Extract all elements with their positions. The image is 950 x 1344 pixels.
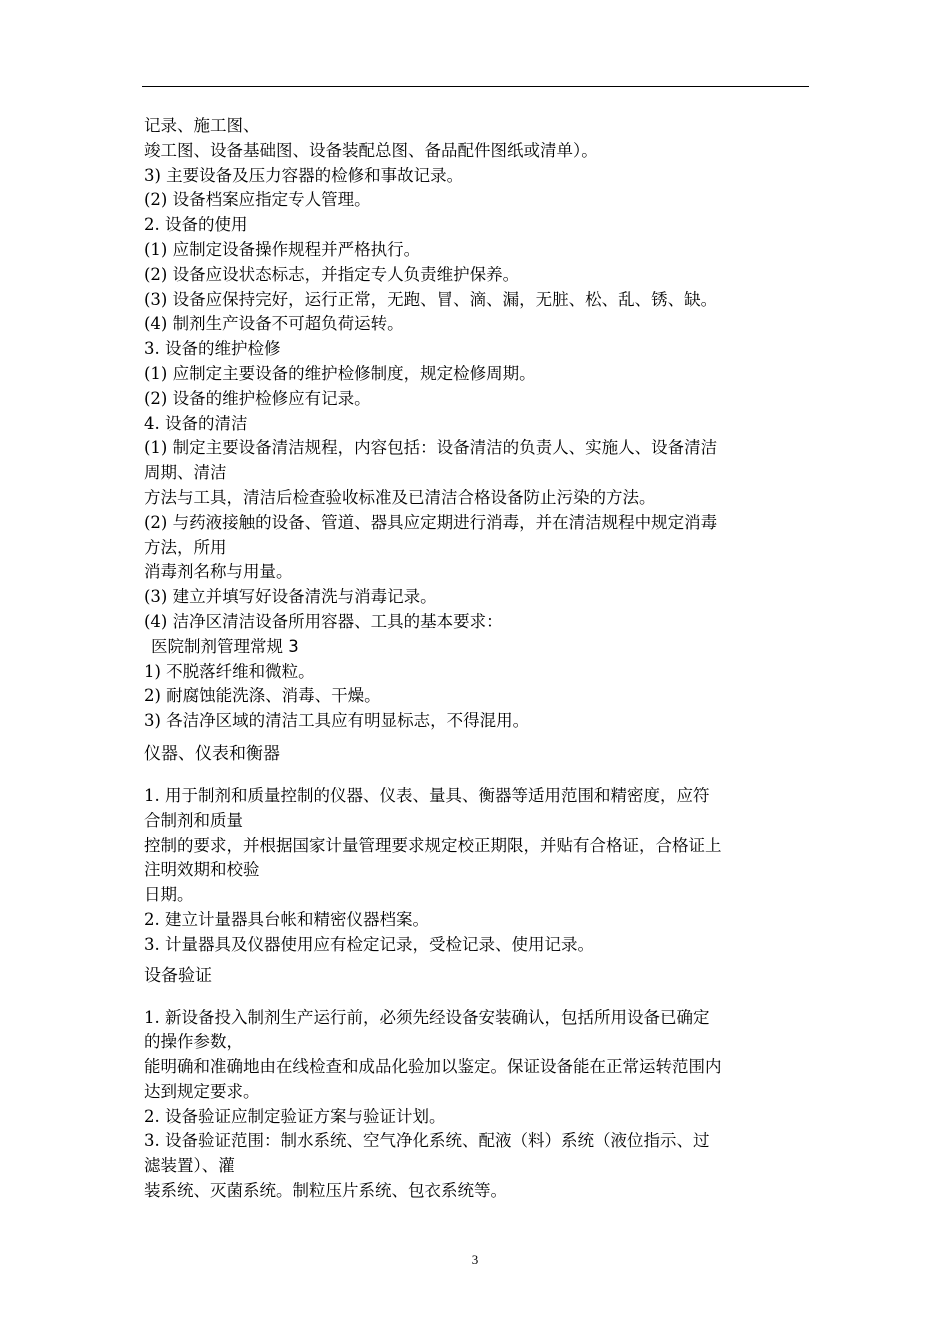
text-line: (4) 洁净区清洁设备所用容器、工具的基本要求： <box>144 611 503 631</box>
text-line: 方法与工具，清洁后检查验收标准及已清洁合格设备防止污染的方法。 <box>144 487 656 507</box>
section-heading-instruments: 仪器、仪表和衡器 <box>144 743 280 764</box>
text-line: 3. 设备验证范围：制水系统、空气净化系统、配液（料）系统（液位指示、过 <box>144 1131 710 1151</box>
running-header: 医院制剂管理常规 3 <box>151 636 299 656</box>
text-line: (2) 设备应设状态标志，并指定专人负责维护保养。 <box>144 264 520 284</box>
text-line: 2. 设备的使用 <box>144 215 248 235</box>
text-line: 2) 耐腐蚀能洗涤、消毒、干燥。 <box>144 686 381 706</box>
section-heading-validation: 设备验证 <box>144 965 212 986</box>
page-body <box>144 114 812 1204</box>
text-line: (1) 应制定主要设备的维护检修制度，规定检修周期。 <box>144 363 536 383</box>
text-line: 日期。 <box>144 885 194 905</box>
page-number: 3 <box>471 1252 479 1267</box>
text-block-cleaning-requirements <box>144 660 812 734</box>
text-line: 1. 新设备投入制剂生产运行前，必须先经设备安装确认，包括所用设备已确定 <box>144 1007 710 1027</box>
text-line: 注明效期和校验 <box>144 860 260 880</box>
text-block-instruments <box>144 784 812 958</box>
text-line: (2) 设备的维护检修应有记录。 <box>144 388 371 408</box>
text-line: (1) 制定主要设备清洁规程，内容包括：设备清洁的负责人、实施人、设备清洁 <box>144 438 718 458</box>
text-line: 3. 设备的维护检修 <box>144 339 281 359</box>
text-line: 周期、清洁 <box>144 463 227 483</box>
text-line: 的操作参数， <box>144 1032 243 1052</box>
text-line: 3. 计量器具及仪器使用应有检定记录，受检记录、使用记录。 <box>144 934 594 954</box>
text-line: 合制剂和质量 <box>144 810 243 830</box>
text-line: 达到规定要求。 <box>144 1081 260 1101</box>
text-line: 能明确和准确地由在线检查和成品化验加以鉴定。保证设备能在正常运转范围内 <box>144 1057 722 1077</box>
header-rule <box>142 86 809 87</box>
text-line: 记录、施工图、 <box>144 116 260 135</box>
text-line: 消毒剂名称与用量。 <box>144 562 293 582</box>
text-line: 3) 各洁净区域的清洁工具应有明显标志，不得混用。 <box>144 711 530 731</box>
text-line: 4. 设备的清洁 <box>144 413 248 433</box>
text-line: (3) 设备应保持完好，运行正常，无跑、冒、滴、漏，无脏、松、乱、锈、缺。 <box>144 289 718 309</box>
text-line: 1. 用于制剂和质量控制的仪器、仪表、量具、衡器等适用范围和精密度，应符 <box>144 785 710 805</box>
text-block-validation <box>144 1006 812 1204</box>
text-line: 滤装置）、灌 <box>144 1156 235 1176</box>
text-line: 1) 不脱落纤维和微粒。 <box>144 661 315 681</box>
text-line: 3) 主要设备及压力容器的检修和事故记录。 <box>144 165 464 185</box>
text-line: (2) 与药液接触的设备、管道、器具应定期进行消毒，并在清洁规程中规定消毒 <box>144 512 718 532</box>
text-line: (4) 制剂生产设备不可超负荷运转。 <box>144 314 404 334</box>
text-line: (2) 设备档案应指定专人管理。 <box>144 190 371 210</box>
text-line: 竣工图、设备基础图、设备装配总图、备品配件图纸或清单）。 <box>144 140 598 160</box>
text-line: 2. 设备验证应制定验证方案与验证计划。 <box>144 1106 446 1126</box>
text-line: 装系统、灭菌系统。制粒压片系统、包衣系统等。 <box>144 1181 507 1201</box>
text-line: (3) 建立并填写好设备清洗与消毒记录。 <box>144 587 437 607</box>
text-line: (1) 应制定设备操作规程并严格执行。 <box>144 239 421 259</box>
text-block-equipment <box>144 114 812 635</box>
text-line: 控制的要求，并根据国家计量管理要求规定校正期限，并贴有合格证，合格证上 <box>144 835 722 855</box>
text-line: 2. 建立计量器具台帐和精密仪器档案。 <box>144 909 429 929</box>
text-line: 方法，所用 <box>144 537 227 557</box>
